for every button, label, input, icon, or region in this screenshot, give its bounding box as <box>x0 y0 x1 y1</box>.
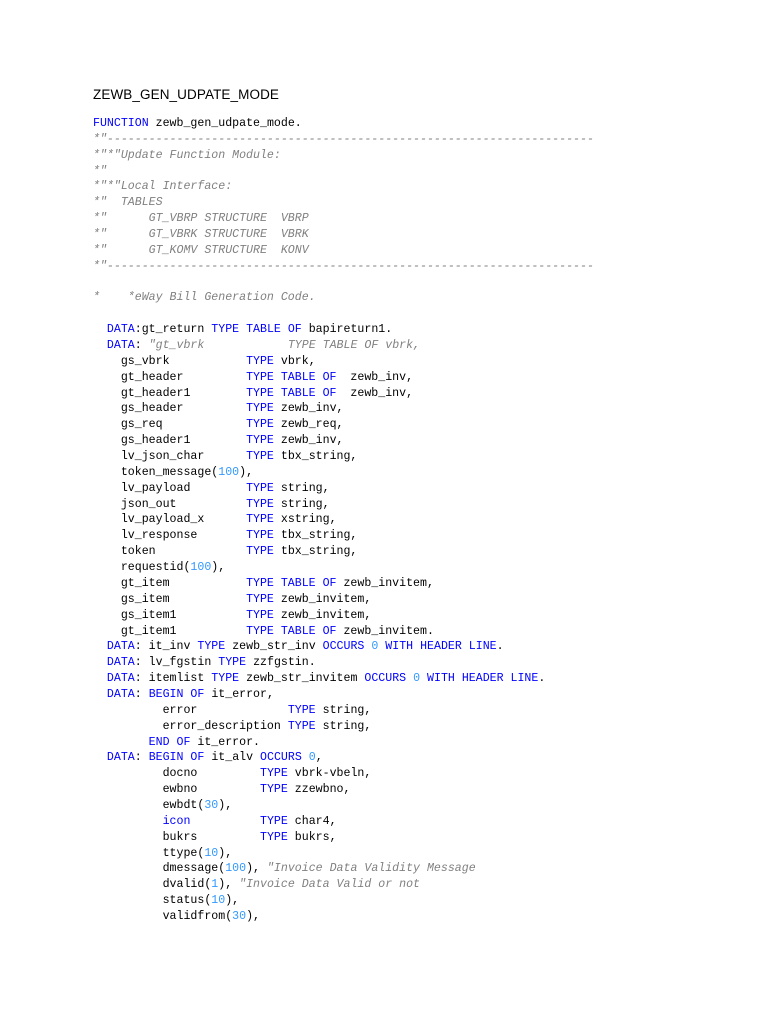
code-comment: *" GT_VBRP STRUCTURE VBRP <box>93 212 309 226</box>
code-line <box>93 624 594 640</box>
code-line <box>93 687 594 703</box>
code-keyword: TYPE TABLE OF <box>246 624 337 638</box>
code-text: validfrom( <box>93 909 233 923</box>
code-line <box>93 290 594 306</box>
code-text <box>93 323 107 336</box>
code-keyword: TYPE <box>260 814 288 828</box>
code-keyword: TYPE <box>246 608 274 622</box>
code-text: ), <box>246 862 267 876</box>
code-keyword: TYPE TABLE OF <box>246 386 337 400</box>
code-line <box>93 306 594 322</box>
code-comment: * *eWay Bill Generation Code. <box>93 291 316 305</box>
code-text: . <box>538 672 546 686</box>
code-line <box>93 481 594 497</box>
code-text: gs_item <box>93 592 247 606</box>
code-text: zzfgstin. <box>246 656 316 670</box>
code-keyword: TYPE <box>259 783 288 797</box>
code-line <box>93 814 594 830</box>
code-text: vbrk, <box>273 354 316 368</box>
code-keyword: TYPE TABLE OF <box>246 370 337 384</box>
code-text <box>420 672 427 685</box>
code-number: 30 <box>204 798 219 812</box>
code-text: docno <box>93 767 260 781</box>
code-text: ), <box>211 561 226 575</box>
code-keyword: TYPE <box>246 354 274 368</box>
code-keyword: FUNCTION <box>93 117 149 130</box>
code-keyword: DATA <box>106 687 135 701</box>
code-line <box>93 195 594 211</box>
code-text <box>93 751 107 764</box>
code-comment: "Invoice Data Validity Message <box>266 862 476 876</box>
code-keyword: TYPE <box>287 703 316 717</box>
code-text: : <box>134 687 149 701</box>
code-text: lv_payload_x <box>93 513 247 527</box>
code-line <box>93 639 594 655</box>
code-line <box>93 846 594 862</box>
code-text: lv_json_char <box>93 450 247 464</box>
code-text: ), <box>218 878 240 892</box>
code-line <box>93 608 594 624</box>
code-keyword: DATA <box>106 672 135 686</box>
code-text: zewb_inv, <box>273 402 344 416</box>
code-line <box>93 338 594 354</box>
code-keyword: WITH HEADER LINE <box>385 640 497 654</box>
code-comment: *" GT_VBRK STRUCTURE VBRK <box>93 228 309 242</box>
code-line <box>93 735 594 751</box>
code-text: it_error, <box>204 687 274 701</box>
code-text: token <box>93 545 247 559</box>
code-text: . <box>496 640 504 654</box>
code-text: error <box>93 703 288 717</box>
code-line <box>93 497 594 513</box>
code-keyword: DATA <box>106 640 135 654</box>
code-line <box>93 354 594 370</box>
code-line <box>93 877 594 893</box>
code-keyword: TYPE <box>246 434 274 448</box>
code-text: ), <box>218 798 233 812</box>
code-text: gs_header1 <box>93 434 247 448</box>
code-line <box>93 275 594 291</box>
code-line <box>93 211 594 227</box>
code-keyword: TYPE TABLE OF <box>211 323 302 337</box>
code-text: string, <box>273 497 330 511</box>
code-keyword: DATA <box>106 751 135 765</box>
code-block <box>93 116 594 925</box>
code-line <box>93 576 594 592</box>
code-text: , <box>315 751 323 765</box>
code-comment: *" TABLES <box>93 196 163 210</box>
code-text: gt_header <box>93 370 247 384</box>
code-text: : <box>134 751 149 765</box>
code-line <box>93 179 594 195</box>
code-number: 30 <box>232 909 247 923</box>
code-keyword: TYPE <box>259 767 288 781</box>
code-line <box>93 322 594 338</box>
code-line <box>93 655 594 671</box>
code-line <box>93 417 594 433</box>
code-line <box>93 449 594 465</box>
code-keyword: TYPE <box>246 592 274 606</box>
code-comment: "gt_vbrk TYPE TABLE OF vbrk, <box>148 339 421 353</box>
code-text <box>93 339 107 352</box>
code-line <box>93 259 594 275</box>
code-keyword: TYPE <box>287 719 316 733</box>
code-keyword: TYPE <box>246 545 274 559</box>
code-text: gt_header1 <box>93 386 247 400</box>
code-text: ewbdt( <box>93 798 205 812</box>
code-text: ), <box>246 909 260 923</box>
code-line <box>93 227 594 243</box>
code-text: dmessage( <box>93 862 226 876</box>
code-line <box>93 798 594 814</box>
code-keyword: TYPE TABLE OF <box>246 576 337 590</box>
code-keyword: TYPE <box>246 497 274 511</box>
code-text: zewb_inv, <box>336 370 414 384</box>
code-number: 0 <box>371 640 379 654</box>
code-text: ), <box>225 894 240 908</box>
code-text: zewb_invitem. <box>336 624 434 638</box>
code-text: string, <box>315 703 372 717</box>
code-keyword: TYPE <box>211 672 240 686</box>
code-line <box>93 893 594 909</box>
code-line <box>93 671 594 687</box>
code-keyword: TYPE <box>246 529 274 543</box>
code-number: 1 <box>211 878 219 892</box>
code-text: gt_item1 <box>93 624 247 638</box>
code-text: ewbno <box>93 783 260 797</box>
code-keyword: TYPE <box>246 418 274 432</box>
code-number: 0 <box>413 672 421 686</box>
code-line <box>93 433 594 449</box>
code-keyword: OCCURS <box>364 672 407 686</box>
code-text <box>302 751 309 764</box>
code-line <box>93 766 594 782</box>
code-text: zewb_gen_udpate_mode. <box>148 117 302 130</box>
code-number: 0 <box>308 751 316 765</box>
code-line <box>93 164 594 180</box>
code-text <box>93 815 163 828</box>
code-text <box>93 736 149 749</box>
code-line <box>93 116 594 132</box>
code-keyword: TYPE <box>246 402 274 416</box>
code-keyword: DATA <box>106 339 135 353</box>
code-comment: *"*"Update Function Module: <box>93 148 281 162</box>
code-text: gs_req <box>93 418 247 432</box>
code-text: zewb_invitem, <box>273 592 372 606</box>
code-line <box>93 909 594 925</box>
code-text: error_description <box>93 719 288 733</box>
code-keyword: TYPE <box>259 830 288 844</box>
code-text: tbx_string, <box>273 529 358 543</box>
code-text: gs_header <box>93 402 247 416</box>
code-keyword: WITH HEADER LINE <box>427 672 539 686</box>
code-text <box>93 640 107 653</box>
code-text: tbx_string, <box>273 545 358 559</box>
code-comment: *" GT_KOMV STRUCTURE KONV <box>93 243 309 257</box>
code-text: token_message( <box>93 465 219 479</box>
code-number: 100 <box>225 862 247 876</box>
code-text <box>93 656 107 669</box>
code-comment: *"---------------------------------------------------------------------- <box>93 132 594 146</box>
code-line <box>93 861 594 877</box>
code-keyword: BEGIN OF <box>148 687 205 701</box>
code-text: status( <box>93 894 212 908</box>
code-text: json_out <box>93 497 247 511</box>
code-line <box>93 401 594 417</box>
code-text: gs_item1 <box>93 608 247 622</box>
code-text: tbx_string, <box>273 450 358 464</box>
code-keyword: BEGIN OF <box>148 751 205 765</box>
code-text: bukrs, <box>287 830 337 844</box>
code-text: ), <box>239 465 254 479</box>
code-keyword: OCCURS <box>260 751 302 765</box>
code-keyword: OCCURS <box>322 640 365 654</box>
code-text: :gt_return <box>134 323 212 337</box>
code-keyword: TYPE <box>246 481 274 495</box>
code-text: zewb_str_inv <box>225 640 323 654</box>
code-text: ttype( <box>93 846 205 860</box>
code-text: string, <box>273 481 330 495</box>
code-line <box>93 560 594 576</box>
code-keyword: TYPE <box>218 656 247 670</box>
code-line <box>93 830 594 846</box>
code-keyword: END OF <box>148 735 191 749</box>
code-text: : <box>134 339 149 353</box>
code-comment: *" <box>93 164 107 178</box>
code-text: zewb_req, <box>273 418 344 432</box>
code-text: : itemlist <box>134 672 212 686</box>
code-text <box>93 672 107 685</box>
code-line <box>93 512 594 528</box>
code-text: ), <box>218 846 233 860</box>
code-line <box>93 782 594 798</box>
code-text: gt_item <box>93 576 247 590</box>
code-line <box>93 243 594 259</box>
code-line <box>93 750 594 766</box>
code-text: vbrk-vbeln, <box>287 767 372 781</box>
code-text: gs_vbrk <box>93 354 247 368</box>
code-text: char4, <box>287 814 337 828</box>
code-text: : it_inv <box>134 640 198 654</box>
code-line <box>93 719 594 735</box>
code-text: dvalid( <box>93 878 212 892</box>
code-comment: *"*"Local Interface: <box>93 180 233 194</box>
code-line <box>93 370 594 386</box>
code-text: zewb_inv, <box>273 434 344 448</box>
code-number: 100 <box>218 465 240 479</box>
code-text: bukrs <box>93 830 260 844</box>
code-number: 100 <box>190 561 212 575</box>
code-text: zewb_inv, <box>336 386 414 400</box>
code-text: string, <box>315 719 372 733</box>
code-keyword: DATA <box>106 323 135 337</box>
code-keyword: icon <box>162 814 191 828</box>
code-keyword: TYPE <box>246 450 274 464</box>
code-line <box>93 148 594 164</box>
code-text: xstring, <box>273 513 337 527</box>
document-title: ZEWB_GEN_UDPATE_MODE <box>93 87 280 102</box>
code-line <box>93 132 594 148</box>
code-number: 10 <box>204 846 219 860</box>
code-text: requestid( <box>93 561 191 575</box>
code-text: lv_payload <box>93 481 247 495</box>
code-text: zewb_invitem, <box>273 608 372 622</box>
code-text: it_alv <box>204 751 261 765</box>
code-line <box>93 703 594 719</box>
code-line <box>93 465 594 481</box>
code-text: zewb_str_invitem <box>239 672 365 686</box>
code-comment: *"---------------------------------------------------------------------- <box>93 259 594 273</box>
code-line <box>93 592 594 608</box>
code-text: it_error. <box>190 735 260 749</box>
code-text <box>190 815 260 828</box>
code-keyword: TYPE <box>246 513 274 527</box>
code-text: lv_response <box>93 529 247 543</box>
code-text: bapireturn1. <box>301 323 393 337</box>
code-text: zewb_invitem, <box>336 576 434 590</box>
code-line <box>93 544 594 560</box>
code-line <box>93 386 594 402</box>
code-number: 10 <box>211 894 226 908</box>
code-text: zzewbno, <box>287 783 351 797</box>
code-keyword: TYPE <box>197 640 226 654</box>
code-line <box>93 528 594 544</box>
code-comment: "Invoice Data Valid or not <box>239 878 421 892</box>
code-text <box>93 688 107 701</box>
code-text: : lv_fgstin <box>134 656 219 670</box>
code-keyword: DATA <box>106 656 135 670</box>
